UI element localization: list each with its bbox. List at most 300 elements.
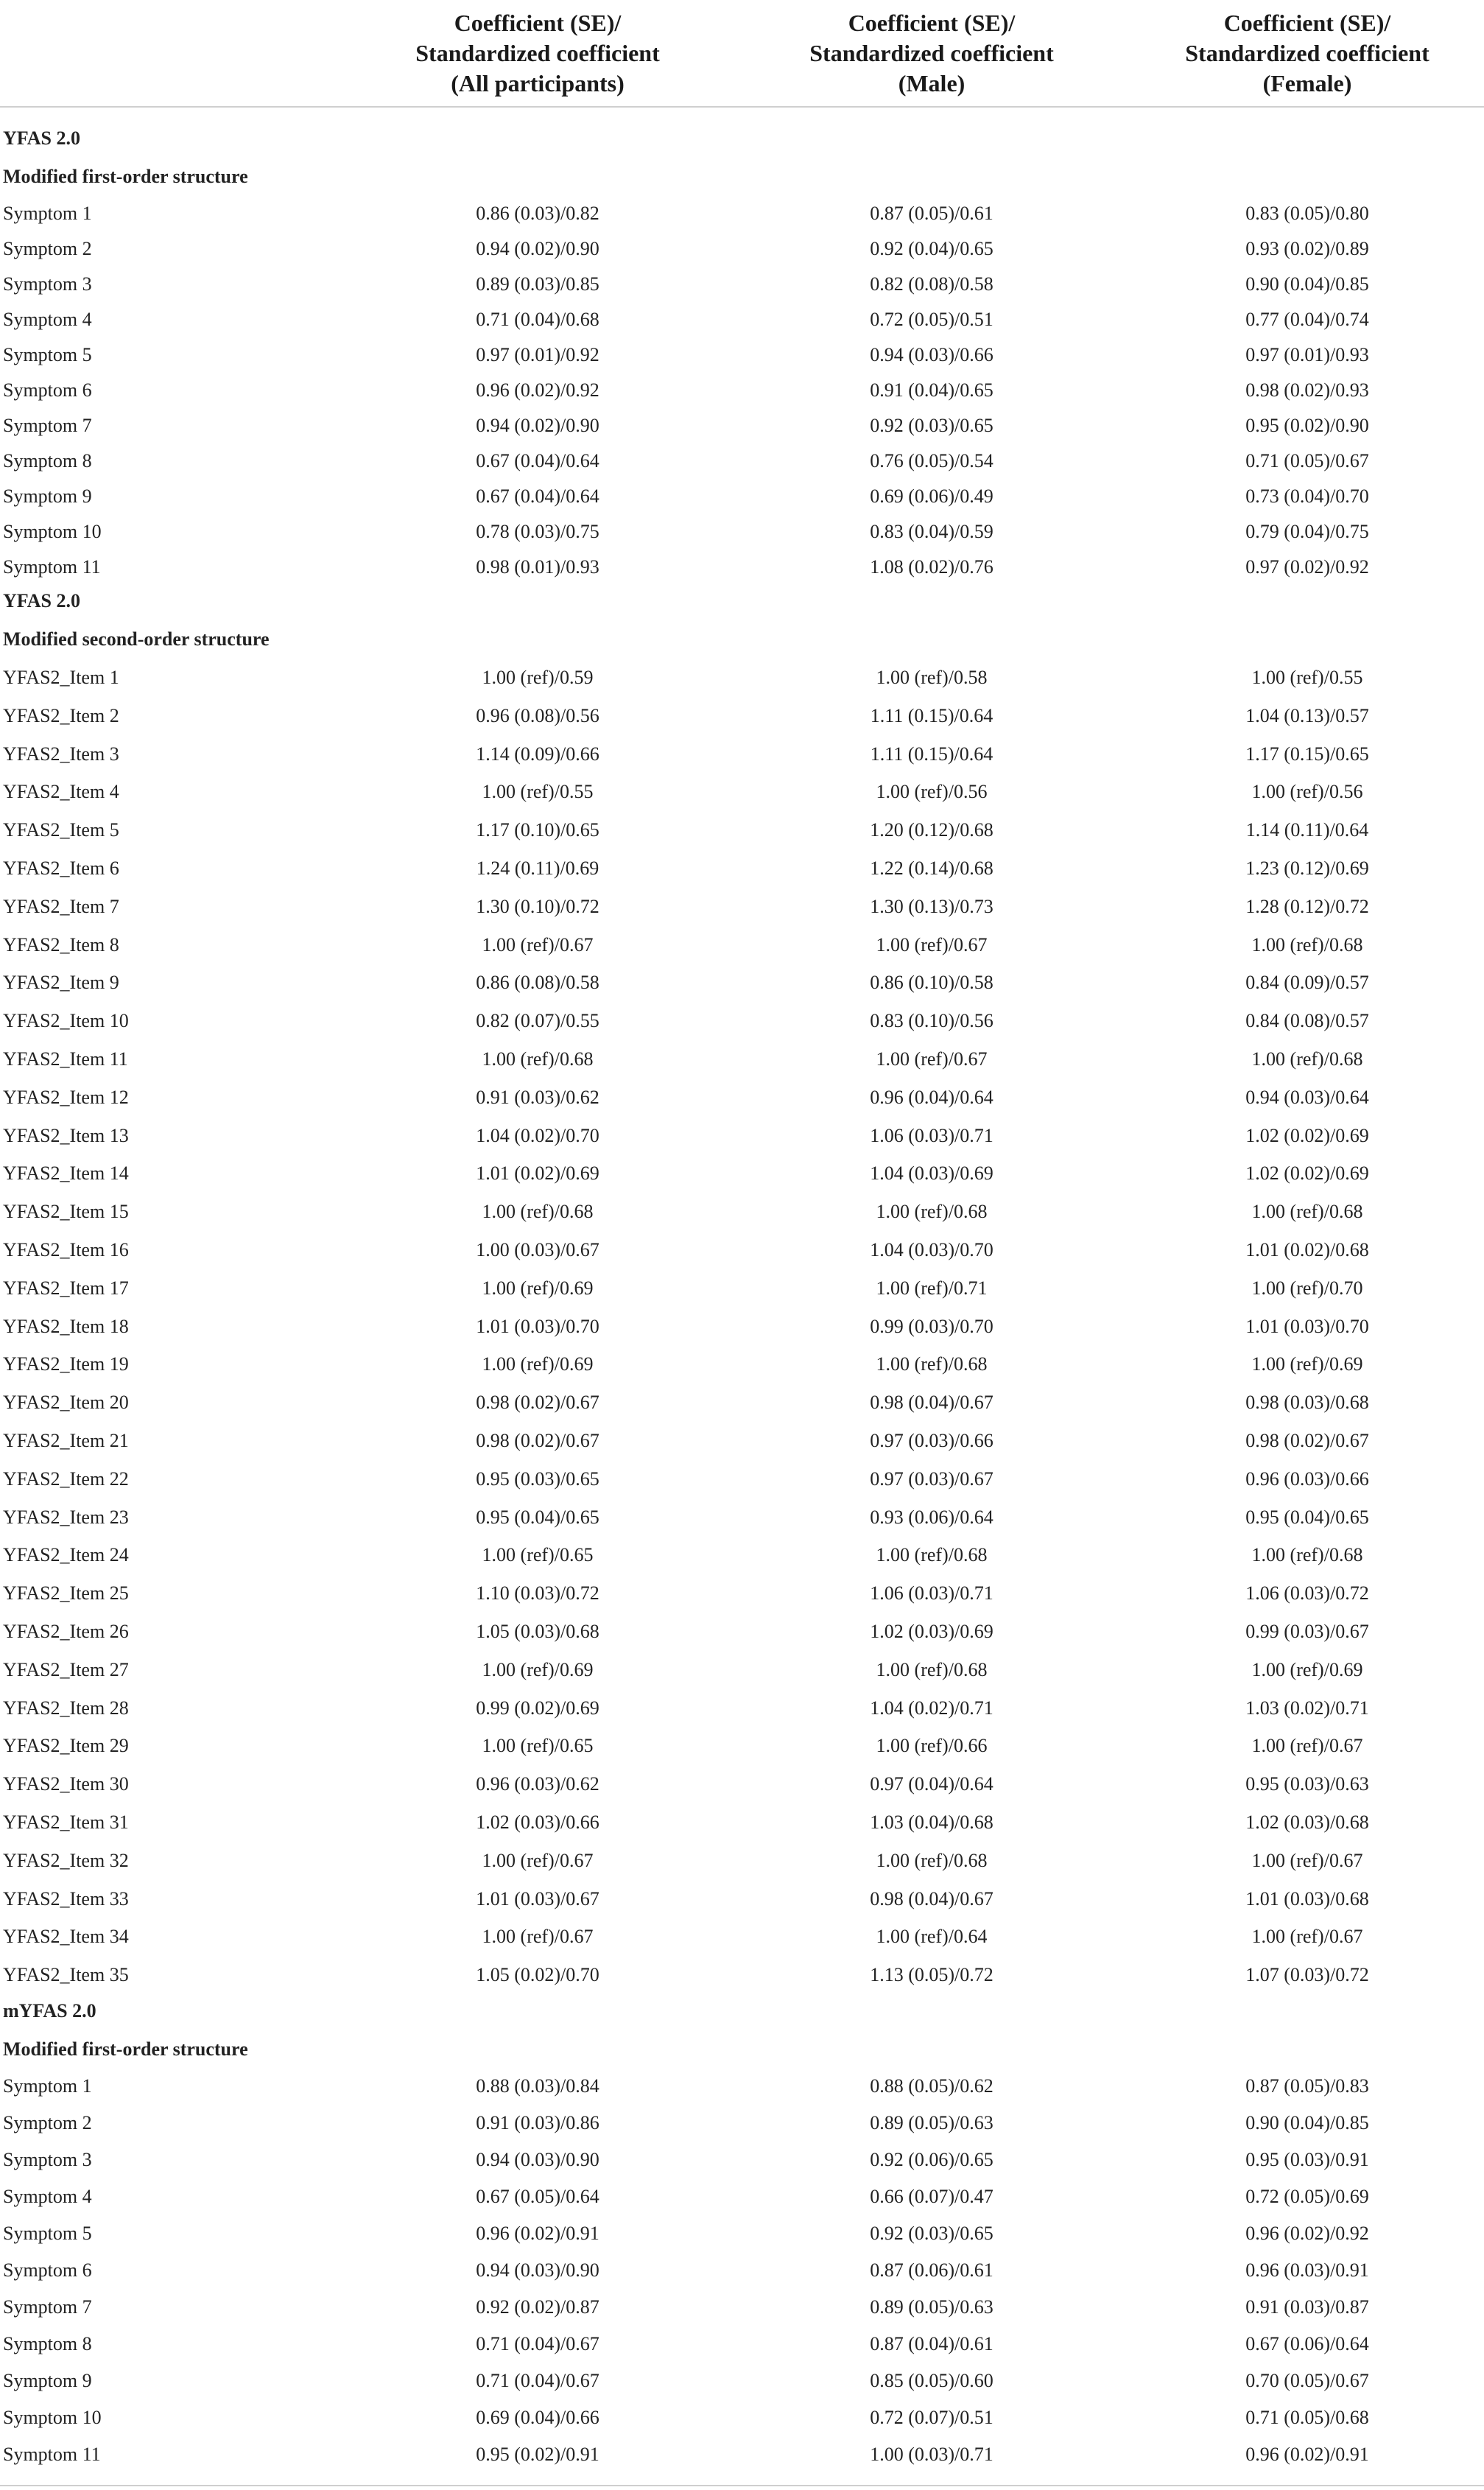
cell-female: 0.84 (0.09)/0.57 <box>1245 972 1369 994</box>
cell-all-participants: 1.00 (ref)/0.65 <box>482 1544 594 1566</box>
cell-female: 1.04 (0.13)/0.57 <box>1245 704 1369 726</box>
header-male <box>736 0 1127 106</box>
table-row <box>0 1347 1484 1382</box>
table-row <box>0 1500 1484 1535</box>
table-row <box>0 1767 1484 1802</box>
cell-male: 1.00 (ref)/0.67 <box>876 933 988 955</box>
row-label: Symptom 5 <box>3 344 92 365</box>
section-title: YFAS 2.0 <box>3 590 80 611</box>
cell-male: 1.00 (ref)/0.64 <box>876 1926 988 1948</box>
row-label: Symptom 10 <box>3 521 102 542</box>
row-label: Symptom 11 <box>3 2444 101 2465</box>
cell-all-participants: 1.00 (0.03)/0.67 <box>476 1239 599 1260</box>
cell-female: 1.00 (ref)/0.69 <box>1251 1353 1363 1375</box>
table-row <box>0 302 1484 337</box>
cell-female: 1.00 (ref)/0.68 <box>1251 1201 1363 1223</box>
cell-female: 1.00 (ref)/0.55 <box>1251 667 1363 688</box>
header-line: (Female) <box>1262 69 1352 97</box>
cell-all-participants: 0.97 (0.01)/0.92 <box>476 344 599 365</box>
row-label: YFAS2_Item 34 <box>3 1926 129 1948</box>
section-subtitle: Modified first-order structure <box>3 2038 248 2060</box>
table-row <box>0 1423 1484 1459</box>
table-row <box>0 2142 1484 2178</box>
cell-all-participants: 1.00 (ref)/0.67 <box>482 1926 594 1948</box>
cell-male: 0.83 (0.04)/0.59 <box>870 521 994 542</box>
cell-all-participants: 0.95 (0.03)/0.65 <box>476 1467 599 1490</box>
table-row <box>0 813 1484 848</box>
header-line: Coefficient (SE)/ <box>454 9 622 36</box>
cell-all-participants: 0.98 (0.01)/0.93 <box>476 556 599 578</box>
table-row <box>0 1003 1484 1039</box>
cell-female: 1.00 (ref)/0.67 <box>1251 1735 1363 1757</box>
row-label: YFAS2_Item 32 <box>3 1849 129 1871</box>
cell-female: 0.96 (0.03)/0.91 <box>1245 2259 1369 2281</box>
row-label: Symptom 6 <box>3 2259 92 2281</box>
cell-male: 1.04 (0.02)/0.71 <box>870 1697 994 1719</box>
cell-male: 0.92 (0.03)/0.65 <box>870 415 994 436</box>
row-label: YFAS2_Item 9 <box>3 972 119 994</box>
cell-male: 1.00 (ref)/0.68 <box>876 1353 988 1375</box>
cell-all-participants: 0.67 (0.04)/0.64 <box>476 485 599 507</box>
table-row <box>0 1385 1484 1420</box>
table-row <box>0 1156 1484 1191</box>
cell-all-participants: 1.00 (ref)/0.67 <box>482 933 594 955</box>
cell-all-participants: 1.00 (ref)/0.68 <box>482 1048 594 1070</box>
cell-male: 1.06 (0.03)/0.71 <box>870 1124 994 1146</box>
cell-all-participants: 0.89 (0.03)/0.85 <box>476 273 599 295</box>
cell-female: 0.87 (0.05)/0.83 <box>1245 2075 1369 2097</box>
cell-male: 0.69 (0.06)/0.49 <box>870 485 994 507</box>
header-line: Standardized coefficient <box>1185 39 1430 66</box>
cell-female: 0.71 (0.05)/0.68 <box>1245 2407 1369 2428</box>
table-row <box>0 2363 1484 2399</box>
row-label: YFAS2_Item 22 <box>3 1467 129 1490</box>
row-label: YFAS2_Item 8 <box>3 933 119 955</box>
cell-male: 1.00 (ref)/0.56 <box>876 781 988 803</box>
cell-all-participants: 0.95 (0.02)/0.91 <box>476 2444 599 2465</box>
table-row <box>0 1232 1484 1268</box>
cell-all-participants: 0.86 (0.03)/0.82 <box>476 203 599 224</box>
table-row <box>0 1118 1484 1154</box>
section-title-row <box>0 1993 1484 2029</box>
cell-female: 1.00 (ref)/0.67 <box>1251 1849 1363 1871</box>
cell-all-participants: 1.00 (ref)/0.68 <box>482 1201 594 1223</box>
cell-female: 1.00 (ref)/0.68 <box>1251 933 1363 955</box>
section-title-row <box>0 121 1484 156</box>
cell-male: 0.88 (0.05)/0.62 <box>870 2075 994 2097</box>
table-row <box>0 1843 1484 1879</box>
row-label: YFAS2_Item 20 <box>3 1392 129 1414</box>
cell-all-participants: 0.92 (0.02)/0.87 <box>476 2296 599 2318</box>
section-title: YFAS 2.0 <box>3 127 80 149</box>
cell-all-participants: 1.01 (0.03)/0.70 <box>476 1315 599 1337</box>
cell-female: 0.98 (0.03)/0.68 <box>1245 1392 1369 1414</box>
cell-male: 0.82 (0.08)/0.58 <box>870 273 994 295</box>
row-label: Symptom 1 <box>3 203 92 224</box>
header-female <box>1134 0 1480 106</box>
cell-male: 1.00 (ref)/0.68 <box>876 1201 988 1223</box>
section-subtitle-row <box>0 159 1484 194</box>
table-row <box>0 851 1484 886</box>
cell-male: 0.97 (0.04)/0.64 <box>870 1773 994 1795</box>
cell-female: 1.02 (0.02)/0.69 <box>1245 1124 1369 1146</box>
cell-all-participants: 1.00 (ref)/0.69 <box>482 1353 594 1375</box>
cell-female: 1.07 (0.03)/0.72 <box>1245 1964 1369 1986</box>
cell-male: 0.92 (0.04)/0.65 <box>870 238 994 259</box>
cell-male: 1.00 (ref)/0.68 <box>876 1658 988 1680</box>
cell-all-participants: 1.00 (ref)/0.65 <box>482 1735 594 1757</box>
row-label: YFAS2_Item 21 <box>3 1430 129 1451</box>
cell-female: 0.90 (0.04)/0.85 <box>1245 2112 1369 2133</box>
table-row <box>0 1080 1484 1115</box>
row-label: YFAS2_Item 28 <box>3 1697 129 1719</box>
row-label: Symptom 9 <box>3 2370 92 2391</box>
cell-male: 0.72 (0.07)/0.51 <box>870 2407 994 2428</box>
cell-all-participants: 1.10 (0.03)/0.72 <box>476 1582 599 1605</box>
cell-female: 1.00 (ref)/0.56 <box>1251 781 1363 803</box>
cell-female: 1.17 (0.15)/0.65 <box>1245 743 1369 765</box>
table-row <box>0 196 1484 231</box>
header-divider <box>0 106 1484 108</box>
cell-female: 0.95 (0.03)/0.63 <box>1245 1773 1369 1795</box>
cell-female: 0.98 (0.02)/0.67 <box>1245 1430 1369 1451</box>
row-label: YFAS2_Item 15 <box>3 1201 129 1223</box>
cell-all-participants: 1.24 (0.11)/0.69 <box>476 858 599 879</box>
table-row <box>0 1614 1484 1649</box>
row-label: Symptom 4 <box>3 309 92 330</box>
table-row <box>0 1805 1484 1840</box>
header-line: (All participants) <box>451 69 625 97</box>
cell-male: 1.02 (0.03)/0.69 <box>870 1621 994 1642</box>
table-row <box>0 1194 1484 1230</box>
cell-all-participants: 0.96 (0.02)/0.92 <box>476 379 599 401</box>
section-subtitle-row <box>0 622 1484 657</box>
row-label: YFAS2_Item 4 <box>3 781 119 803</box>
cell-female: 0.91 (0.03)/0.87 <box>1245 2296 1369 2318</box>
cell-all-participants: 1.01 (0.03)/0.67 <box>476 1887 599 1909</box>
cell-all-participants: 0.98 (0.02)/0.67 <box>476 1430 599 1451</box>
cell-female: 0.67 (0.06)/0.64 <box>1245 2333 1369 2354</box>
section-subtitle: Modified second-order structure <box>3 628 270 650</box>
row-label: Symptom 6 <box>3 379 92 401</box>
cell-female: 1.00 (ref)/0.67 <box>1251 1926 1363 1948</box>
cell-all-participants: 0.88 (0.03)/0.84 <box>476 2075 599 2097</box>
cell-all-participants: 1.00 (ref)/0.69 <box>482 1277 594 1299</box>
cell-female: 0.97 (0.02)/0.92 <box>1245 556 1369 578</box>
cell-all-participants: 1.00 (ref)/0.67 <box>482 1849 594 1871</box>
section-title-row <box>0 583 1484 619</box>
table-row <box>0 660 1484 695</box>
cell-male: 0.87 (0.06)/0.61 <box>870 2259 994 2281</box>
cell-male: 0.94 (0.03)/0.66 <box>870 344 994 365</box>
cell-all-participants: 1.00 (ref)/0.55 <box>482 781 594 803</box>
cell-female: 1.02 (0.03)/0.68 <box>1245 1812 1369 1833</box>
header-line: (Male) <box>898 69 966 97</box>
cell-female: 1.14 (0.11)/0.64 <box>1245 819 1369 841</box>
table-row <box>0 2069 1484 2104</box>
row-label: YFAS2_Item 13 <box>3 1124 129 1146</box>
cell-all-participants: 0.67 (0.04)/0.64 <box>476 450 599 471</box>
table-row <box>0 2400 1484 2435</box>
cell-male: 1.03 (0.04)/0.68 <box>870 1812 994 1833</box>
row-label: YFAS2_Item 35 <box>3 1964 129 1986</box>
row-label: Symptom 5 <box>3 2223 92 2244</box>
table-row <box>0 2290 1484 2325</box>
row-label: Symptom 8 <box>3 2333 92 2354</box>
cell-all-participants: 1.00 (ref)/0.59 <box>482 667 594 688</box>
cell-male: 0.96 (0.04)/0.64 <box>870 1086 994 1108</box>
row-label: YFAS2_Item 12 <box>3 1086 129 1108</box>
cell-all-participants: 0.71 (0.04)/0.68 <box>476 309 599 330</box>
cell-all-participants: 1.05 (0.03)/0.68 <box>476 1621 599 1642</box>
cell-all-participants: 0.86 (0.08)/0.58 <box>476 972 599 994</box>
row-label: YFAS2_Item 29 <box>3 1735 129 1757</box>
row-label: YFAS2_Item 16 <box>3 1239 129 1260</box>
table-row <box>0 1537 1484 1573</box>
cell-all-participants: 0.94 (0.03)/0.90 <box>476 2259 599 2281</box>
table-row <box>0 698 1484 734</box>
cell-female: 1.01 (0.03)/0.68 <box>1245 1887 1369 1909</box>
table-row <box>0 1728 1484 1764</box>
row-label: YFAS2_Item 6 <box>3 858 119 879</box>
row-label: Symptom 10 <box>3 2407 102 2428</box>
row-label: YFAS2_Item 5 <box>3 819 119 841</box>
row-label: YFAS2_Item 30 <box>3 1773 129 1795</box>
cell-female: 1.00 (ref)/0.68 <box>1251 1048 1363 1070</box>
row-label: Symptom 1 <box>3 2075 92 2097</box>
table-row <box>0 231 1484 267</box>
cell-all-participants: 0.91 (0.03)/0.86 <box>476 2112 599 2133</box>
table-row <box>0 443 1484 479</box>
cell-male: 0.89 (0.05)/0.63 <box>870 2112 994 2133</box>
cell-all-participants: 1.04 (0.02)/0.70 <box>476 1124 599 1146</box>
cell-male: 1.04 (0.03)/0.70 <box>870 1239 994 1260</box>
cell-male: 0.66 (0.07)/0.47 <box>870 2186 994 2207</box>
cell-female: 1.00 (ref)/0.70 <box>1251 1277 1363 1299</box>
row-label: YFAS2_Item 19 <box>3 1353 129 1375</box>
cell-all-participants: 1.14 (0.09)/0.66 <box>476 743 599 765</box>
cell-male: 1.04 (0.03)/0.69 <box>870 1162 994 1185</box>
cell-male: 0.92 (0.06)/0.65 <box>870 2149 994 2170</box>
cell-all-participants: 0.71 (0.04)/0.67 <box>476 2333 599 2354</box>
cell-male: 1.00 (ref)/0.67 <box>876 1048 988 1070</box>
cell-male: 0.89 (0.05)/0.63 <box>870 2296 994 2318</box>
row-label: Symptom 7 <box>3 415 92 436</box>
row-label: YFAS2_Item 26 <box>3 1621 129 1642</box>
table-row <box>0 1309 1484 1344</box>
cell-male: 1.00 (ref)/0.58 <box>876 667 988 688</box>
table-row <box>0 337 1484 373</box>
row-label: Symptom 9 <box>3 485 92 507</box>
section-subtitle: Modified first-order structure <box>3 166 248 187</box>
cell-all-participants: 1.01 (0.02)/0.69 <box>476 1162 599 1185</box>
cell-all-participants: 0.95 (0.04)/0.65 <box>476 1506 599 1528</box>
cell-male: 1.22 (0.14)/0.68 <box>870 858 994 879</box>
cell-male: 0.93 (0.06)/0.64 <box>870 1506 994 1528</box>
section-title: mYFAS 2.0 <box>3 2000 96 2021</box>
cell-male: 0.76 (0.05)/0.54 <box>870 450 994 471</box>
section-subtitle-row <box>0 2032 1484 2067</box>
cell-male: 1.11 (0.15)/0.64 <box>870 743 994 765</box>
cell-male: 0.87 (0.04)/0.61 <box>870 2333 994 2354</box>
cell-female: 0.96 (0.03)/0.66 <box>1245 1467 1369 1490</box>
cell-female: 1.00 (ref)/0.69 <box>1251 1658 1363 1680</box>
cell-male: 0.72 (0.05)/0.51 <box>870 309 994 330</box>
table-row <box>0 408 1484 443</box>
cell-male: 1.08 (0.02)/0.76 <box>870 556 994 578</box>
cell-male: 0.92 (0.03)/0.65 <box>870 2223 994 2244</box>
cell-male: 0.98 (0.04)/0.67 <box>870 1887 994 1909</box>
row-label: YFAS2_Item 31 <box>3 1812 129 1833</box>
row-label: YFAS2_Item 11 <box>3 1048 128 1070</box>
table-row <box>0 1881 1484 1917</box>
cell-female: 1.00 (ref)/0.68 <box>1251 1544 1363 1566</box>
table-row <box>0 1652 1484 1688</box>
row-label: YFAS2_Item 3 <box>3 743 119 765</box>
header-all-participants <box>346 0 729 106</box>
row-label: YFAS2_Item 24 <box>3 1544 129 1566</box>
header-line: Coefficient (SE)/ <box>1223 9 1391 36</box>
table-row <box>0 927 1484 963</box>
cell-female: 1.01 (0.03)/0.70 <box>1245 1315 1369 1337</box>
cell-male: 1.20 (0.12)/0.68 <box>870 819 994 841</box>
cell-all-participants: 1.00 (ref)/0.69 <box>482 1658 594 1680</box>
cell-male: 1.00 (ref)/0.68 <box>876 1849 988 1871</box>
table-row <box>0 889 1484 925</box>
table-row <box>0 267 1484 302</box>
cell-female: 1.02 (0.02)/0.69 <box>1245 1162 1369 1185</box>
row-label: Symptom 2 <box>3 238 92 259</box>
cell-all-participants: 1.05 (0.02)/0.70 <box>476 1964 599 1986</box>
cell-female: 0.96 (0.02)/0.92 <box>1245 2223 1369 2244</box>
row-label: Symptom 4 <box>3 2186 92 2207</box>
table-row <box>0 2326 1484 2362</box>
row-label: YFAS2_Item 17 <box>3 1277 129 1299</box>
row-label: YFAS2_Item 18 <box>3 1315 129 1337</box>
row-label: Symptom 7 <box>3 2296 92 2318</box>
cell-all-participants: 0.99 (0.02)/0.69 <box>476 1697 599 1719</box>
row-label: YFAS2_Item 2 <box>3 704 119 726</box>
cell-all-participants: 0.96 (0.03)/0.62 <box>476 1773 599 1795</box>
cell-all-participants: 0.96 (0.02)/0.91 <box>476 2223 599 2244</box>
table-row <box>0 965 1484 1000</box>
row-label: Symptom 2 <box>3 2112 92 2133</box>
row-label: Symptom 11 <box>3 556 101 578</box>
cell-male: 1.00 (ref)/0.68 <box>876 1544 988 1566</box>
table-row <box>0 2437 1484 2472</box>
table-row <box>0 1919 1484 1954</box>
table-row <box>0 1576 1484 1611</box>
cell-female: 0.72 (0.05)/0.69 <box>1245 2186 1369 2207</box>
cell-female: 1.03 (0.02)/0.71 <box>1245 1697 1369 1719</box>
cell-male: 0.87 (0.05)/0.61 <box>870 203 994 224</box>
cell-male: 0.91 (0.04)/0.65 <box>870 379 994 401</box>
table-row <box>0 550 1484 585</box>
cell-male: 1.00 (ref)/0.66 <box>876 1735 988 1757</box>
cell-male: 1.13 (0.05)/0.72 <box>870 1964 994 1986</box>
table-row <box>0 737 1484 772</box>
cell-female: 0.79 (0.04)/0.75 <box>1245 521 1369 542</box>
cell-female: 0.95 (0.04)/0.65 <box>1245 1506 1369 1528</box>
cell-male: 0.85 (0.05)/0.60 <box>870 2370 994 2391</box>
cell-female: 0.70 (0.05)/0.67 <box>1245 2370 1369 2391</box>
table-row <box>0 373 1484 408</box>
cell-female: 0.94 (0.03)/0.64 <box>1245 1086 1369 1108</box>
header-line: Standardized coefficient <box>809 39 1054 66</box>
cell-female: 0.77 (0.04)/0.74 <box>1245 309 1369 330</box>
row-label: YFAS2_Item 25 <box>3 1582 129 1605</box>
row-label: YFAS2_Item 27 <box>3 1658 129 1680</box>
cell-all-participants: 0.82 (0.07)/0.55 <box>476 1010 599 1032</box>
cell-all-participants: 1.17 (0.10)/0.65 <box>476 819 599 841</box>
row-label: YFAS2_Item 23 <box>3 1506 129 1528</box>
cell-all-participants: 0.78 (0.03)/0.75 <box>476 521 599 542</box>
table-row <box>0 479 1484 514</box>
cell-all-participants: 0.94 (0.02)/0.90 <box>476 238 599 259</box>
cell-male: 1.30 (0.13)/0.73 <box>870 895 994 917</box>
cell-all-participants: 0.69 (0.04)/0.66 <box>476 2407 599 2428</box>
cell-male: 0.97 (0.03)/0.66 <box>870 1430 994 1451</box>
cell-female: 1.28 (0.12)/0.72 <box>1245 895 1369 917</box>
cell-male: 0.99 (0.03)/0.70 <box>870 1315 994 1337</box>
cell-female: 0.84 (0.08)/0.57 <box>1245 1010 1369 1032</box>
cell-female: 0.93 (0.02)/0.89 <box>1245 238 1369 259</box>
cell-female: 0.96 (0.02)/0.91 <box>1245 2444 1369 2465</box>
table-row <box>0 2105 1484 2141</box>
cell-all-participants: 0.67 (0.05)/0.64 <box>476 2186 599 2207</box>
cell-female: 0.95 (0.02)/0.90 <box>1245 415 1369 436</box>
cell-female: 0.97 (0.01)/0.93 <box>1245 344 1369 365</box>
cell-male: 0.83 (0.10)/0.56 <box>870 1010 994 1032</box>
row-label: YFAS2_Item 33 <box>3 1887 129 1909</box>
table-row <box>0 2253 1484 2288</box>
cell-female: 0.83 (0.05)/0.80 <box>1245 203 1369 224</box>
cell-female: 0.95 (0.03)/0.91 <box>1245 2149 1369 2170</box>
cell-male: 0.98 (0.04)/0.67 <box>870 1392 994 1414</box>
row-label: YFAS2_Item 1 <box>3 667 119 688</box>
table-bottom-rule <box>0 2485 1484 2486</box>
header-line: Standardized coefficient <box>415 39 660 66</box>
table-row <box>0 2216 1484 2251</box>
cell-female: 0.71 (0.05)/0.67 <box>1245 450 1369 471</box>
cell-male: 0.97 (0.03)/0.67 <box>870 1467 994 1490</box>
row-label: YFAS2_Item 7 <box>3 895 119 917</box>
table-row <box>0 1271 1484 1306</box>
cell-male: 1.00 (ref)/0.71 <box>876 1277 988 1299</box>
cell-female: 1.06 (0.03)/0.72 <box>1245 1582 1369 1605</box>
cell-male: 1.06 (0.03)/0.71 <box>870 1582 994 1605</box>
cell-all-participants: 1.30 (0.10)/0.72 <box>476 895 599 917</box>
cell-all-participants: 0.94 (0.02)/0.90 <box>476 415 599 436</box>
cell-female: 1.01 (0.02)/0.68 <box>1245 1239 1369 1260</box>
cell-all-participants: 1.02 (0.03)/0.66 <box>476 1812 599 1833</box>
table-row <box>0 2179 1484 2214</box>
cell-female: 0.90 (0.04)/0.85 <box>1245 273 1369 295</box>
cell-male: 1.00 (0.03)/0.71 <box>870 2444 994 2465</box>
cell-all-participants: 0.96 (0.08)/0.56 <box>476 704 599 726</box>
cell-female: 1.23 (0.12)/0.69 <box>1245 858 1369 879</box>
cell-female: 0.99 (0.03)/0.67 <box>1245 1621 1369 1642</box>
row-label: Symptom 3 <box>3 2149 92 2170</box>
row-label: YFAS2_Item 14 <box>3 1162 129 1185</box>
table-row <box>0 1042 1484 1077</box>
cell-all-participants: 0.71 (0.04)/0.67 <box>476 2370 599 2391</box>
table-row <box>0 514 1484 550</box>
row-label: Symptom 8 <box>3 450 92 471</box>
cell-all-participants: 0.91 (0.03)/0.62 <box>476 1086 599 1108</box>
table-row <box>0 1691 1484 1726</box>
table-row <box>0 1957 1484 1993</box>
